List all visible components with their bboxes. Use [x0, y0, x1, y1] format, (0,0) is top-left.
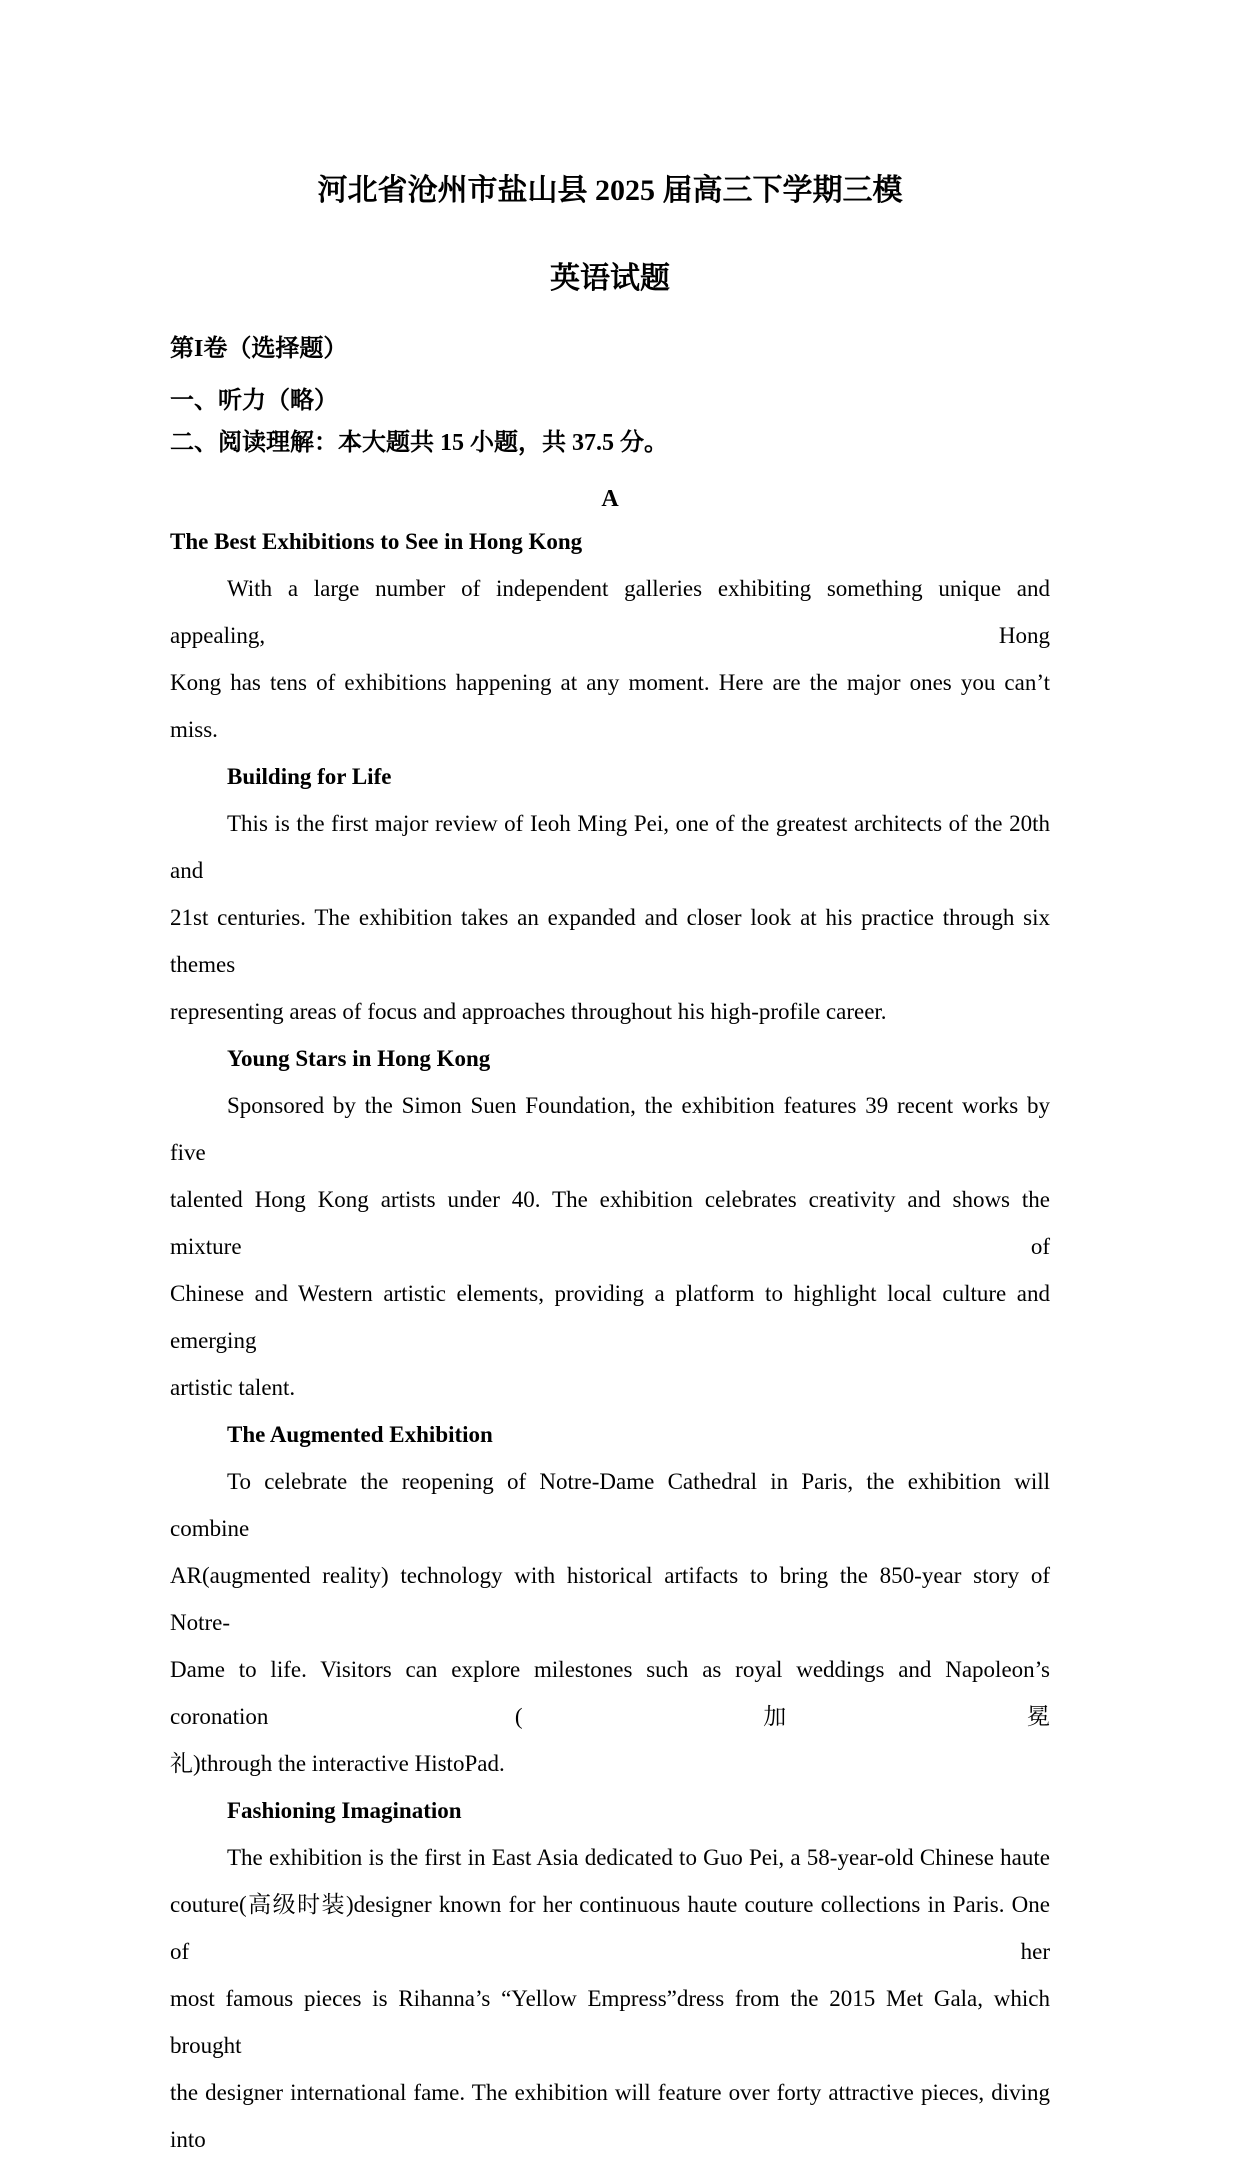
passage-line: couture(高级时装)designer known for her continuous haute couture collections in Paris. One of her: [170, 1892, 1050, 1964]
passage-line: The exhibition is the first in East Asia dedicated to Guo Pei, a 58-year-old Chinese haute: [227, 1845, 1050, 1870]
passage-line: representing areas of focus and approaches throughout his high-profile career.: [170, 999, 887, 1024]
exam-title: 河北省沧州市盐山县 2025 届高三下学期三模: [317, 174, 903, 207]
passage-line: Sponsored by the Simon Suen Foundation, the exhibition features 39 recent works by five: [170, 1093, 1050, 1165]
passage-line: talented Hong Kong artists under 40. The exhibition celebrates creativity and shows the mixture of: [170, 1187, 1050, 1259]
passage-line: Chinese and Western artistic elements, providing a platform to highlight local culture and emerging: [170, 1281, 1050, 1353]
section-reading-heading: 二、阅读理解：本大题共 15 小题，共 37.5 分。: [170, 430, 668, 456]
part-1-heading: 第I卷（选择题）: [170, 336, 348, 362]
exam-subtitle: 英语试题: [550, 262, 670, 295]
passage-line: 21st centuries. The exhibition takes an expanded and closer look at his practice through six themes: [170, 905, 1050, 977]
passage-line: artistic talent.: [170, 1375, 296, 1400]
passage-label: A: [601, 486, 619, 512]
passage-line: the designer international fame. The exhibition will feature over forty attractive pieces, diving into: [170, 2080, 1050, 2152]
passage-subheading: Building for Life: [227, 764, 392, 789]
passage-subheading: Fashioning Imagination: [227, 1798, 462, 1823]
passage-line: Kong has tens of exhibitions happening at any moment. Here are the major ones you can’t miss.: [170, 670, 1050, 742]
passage-line: To celebrate the reopening of Notre-Dame Cathedral in Paris, the exhibition will combine: [170, 1469, 1050, 1541]
passage-line: Dame to life. Visitors can explore milestones such as royal weddings and Napoleon’s coronation (加冕: [170, 1657, 1050, 1729]
section-listening-heading: 一、听力（略）: [170, 388, 338, 414]
passage-line: With a large number of independent galleries exhibiting something unique and appealing, Hong: [170, 576, 1050, 648]
passage-subheading: The Augmented Exhibition: [227, 1422, 493, 1447]
passage-body: [170, 565, 1050, 2163]
passage-line: 礼)through the interactive HistoPad.: [170, 1751, 505, 1776]
passage-line: AR(augmented reality) technology with historical artifacts to bring the 850-year story of Notre-: [170, 1563, 1050, 1635]
passage-line: most famous pieces is Rihanna’s “Yellow Empress”dress from the 2015 Met Gala, which brought: [170, 1986, 1050, 2058]
passage-line: This is the first major review of Ieoh Ming Pei, one of the greatest architects of the 20th and: [170, 811, 1050, 883]
passage-subheading: Young Stars in Hong Kong: [227, 1046, 491, 1071]
passage-title: The Best Exhibitions to See in Hong Kong: [170, 529, 583, 554]
